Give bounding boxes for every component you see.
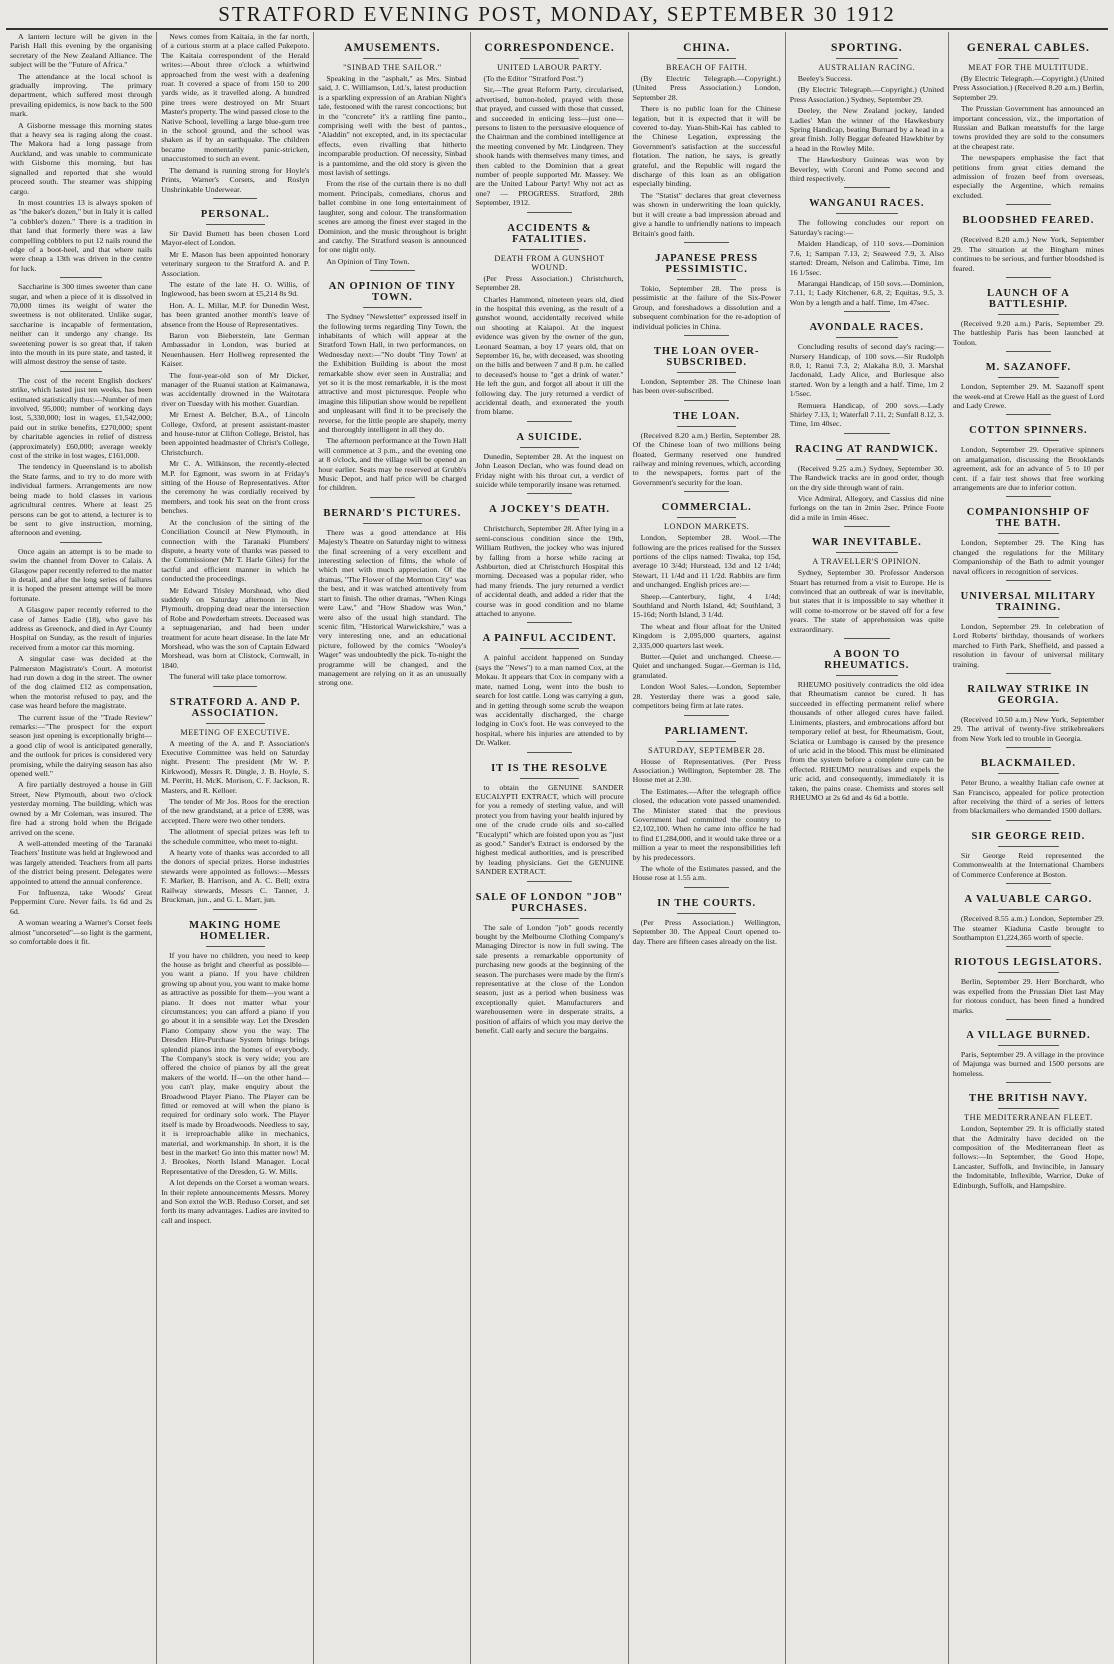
- article-headline: THE LOAN OVER-SUBSCRIBED.: [653, 345, 760, 368]
- article-paragraph: A woman wearing a Warner's Corset feels almost "uncorseted"—so light is the garment, so comfortable does it fit.: [10, 918, 153, 946]
- article-paragraph: (By Electric Telegraph.—Copyright.) (United Press Association.) (Received 8.20 a.m.) Berlin, September 29.: [952, 74, 1104, 102]
- article-paragraph: In most countries 13 is always spoken of as "the baker's dozen," but in Italy it is called "a cobbler's dozen." There is a tradition in that land that formerly there was a law compelling cobblers to put 12 nails round the edge of a boot-heel, and that where nails were cheap a 13th was driven in the centre for luck.: [10, 197, 153, 273]
- section-divider: [684, 491, 728, 492]
- article-paragraph: (Received 9.25 a.m.) Sydney, September 30. The Randwick tracks are in good order, though on the dry side through want of rain.: [789, 463, 944, 492]
- article-paragraph: From the rise of the curtain there is no dull moment. Principals, comedians, chorus and ballet combine in one long entertainment of laughter, song and colour. The transformation scenes are among the finest ever staged in the Dominion, and the music throughout is bright and catchy. The Stratford season is announced for one night only.: [318, 179, 467, 255]
- article-paragraph: News comes from Kaitaia, in the far north, of a curious storm at a place called Pukepoto. The Kaitaia correspondent of the Herald writes:—About three o'clock a whirlwind approached from the west with a deafening roar. It covered a space of from 150 to 200 yards wide, as it travelled along. A hundred pine trees were destroyed on Mr Stuart Master's property. The wind passed close to the Native School, levelling a large blue-gum tree in the school ground, and the school was shaken as if by an earthquake. The children became momentarily panic-stricken, unaccustomed to such an event.: [161, 32, 310, 164]
- article-paragraph: The sale of London "job" goods recently bought by the Melbourne Clothing Company's Managing Director is now in full swing. The sale presents a remarkable opportunity of purchasing new goods at the beginning of the season. The purchases were made by the firm's representative at the close of the London season, just as a period when business was exceptionally quiet. Manufacturers and warehousemen were in desperate straits, a position of affairs of which you may derive the benefit. Call early and secure the bargains.: [475, 922, 624, 1036]
- article-headline: M. SAZANOFF.: [985, 362, 1072, 374]
- article-paragraph: The cost of the recent English dockers' strike, which lasted just ten weeks, has been estimated statistically thus:—Number of men involved, 95,000; number of working days lost, 5,330,000; lost in wages, £1,542,000; paid out in strike benefits, £270,000; spent by charitable agencies in relief of distress (approximately) £60,000; average weekly cost of the strike in lost wages, £161,000.: [10, 375, 153, 461]
- article-paragraph: Mr Edward Trisley Morshead, who died suddenly on Saturday afternoon in New Plymouth, dropping dead near the intersection of Robe and Powderham streets. Deceased was a septuagenarian, and had been under treatment for acute heart disease. In the late Mr Morshead, who was the son of Captain Edward Morshead, was born at Clistock, Cornwall, in 1840.: [161, 585, 310, 670]
- headline-rule: [836, 213, 898, 214]
- article-headline: THE BRITISH NAVY.: [969, 1093, 1088, 1105]
- article-headline: COMMERCIAL.: [661, 502, 752, 514]
- headline-rule: [998, 710, 1058, 711]
- section-divider: [527, 493, 571, 494]
- article-paragraph: A hearty vote of thanks was accorded to all the donors of special prizes. Horse industries stewards were appointed as follows:—Messrs F. Marker, B. Harrison, and A. C. Bell; extra Railway stewards, Messrs C. Tanner, J. Bruckman, jun., and G. L. Marr, jun.: [161, 848, 310, 905]
- section-divider: [844, 433, 890, 434]
- section-divider: [527, 212, 571, 213]
- headline-rule: [206, 224, 265, 225]
- article-headline: RAILWAY STRIKE IN GEORGIA.: [967, 684, 1090, 707]
- article-paragraph: A meeting of the A. and P. Association's Executive Committee was held on Saturday night. Present: The president (Mr W. P. Kirkwood), Messrs R. Dingle, J. B. Hoyle, S. M. Perritt, H. McK. Morison, C. F. Jackson, R. Masters, and R. Kelloer.: [161, 738, 310, 795]
- article-paragraph: (By Electric Telegraph.—Copyright.) (United Press Association.) Sydney, September 29.: [789, 85, 944, 104]
- article-paragraph: Paris, September 29. A village in the province of Majunga was burned and 1500 persons are homeless.: [952, 1049, 1104, 1078]
- article-paragraph: The tendency in Queensland is to abolish the State farms, and to try to do more with individual farmers. Arrangements are now being made to hold classes in various agricultural centres. Where at least 25 persons can be got to attend, a lecturer is to be sent to give instruction, morning, afternoon and evening.: [10, 462, 153, 538]
- article-paragraph: Mr Ernest A. Belcher, B.A., of Lincoln College, Oxford, at present assistant-master and house-tutor at Clifton College, Bristol, has been appointed headmaster of Christ's College, Christchurch.: [161, 410, 310, 457]
- article-headline: AVONDALE RACES.: [809, 322, 924, 334]
- column-5: [629, 32, 786, 1664]
- article-paragraph: Vice Admiral, Allegory, and Cassius did nine furlongs on the tan in 2min 2sec. Prince Foote did a mile in 1min 46sec.: [789, 494, 944, 522]
- article-paragraph: Remuera Handicap, of 200 sovs.—Lady Shirley 7.13, 1; Waterfall 7.11, 2; Sunfall 8.12, 3. Time, 1m 40sec.: [789, 400, 944, 429]
- section-divider: [60, 371, 103, 372]
- article-paragraph: At the conclusion of the sitting of the Conciliation Council at New Plymouth, in connection with the Taranaki Plumbers' dispute, a hearty vote of thanks was passed to the Commissioner (Mr T. Harle Giles) for the tactful and efficient manner in which he conducted the proceedings.: [161, 517, 310, 584]
- section-divider: [684, 715, 728, 716]
- article-paragraph: Baron von Bieberstein, late German Ambassador in London, was buried at Neuenhausen. Herr Hollweg represented the Kaiser.: [161, 330, 310, 369]
- masthead: [6, 0, 1108, 30]
- article-paragraph: RHEUMO positively contradicts the old idea that Rheumatism cannot be cured. It has succeeded in effecting permanent relief where thousands of other alleged cures have failed. Liniments, plasters, and embrocations afford but temporary relief at best, for Rheumatism, Gout, Sciatica or Lumbago is caused by the presence of uric acid in the blood. This must be eliminated from the system before a complete cure can be effected. RHEUMO neutralises and expels the uric acid, and consequently, immediately it is taken, the pains cease. Chemists and stores sell RHEUMO at 2s 6d and 4s 6d a bottle.: [789, 680, 944, 802]
- article-paragraph: (Received 8.55 a.m.) London, September 29. The steamer Kiaduna Castle brought to Southampton £1,224,365 worth of specie.: [952, 914, 1104, 942]
- article-paragraph: Once again an attempt is to be made to swim the channel from Dover to Calais. A Glasgow paper recently referred to the matter in detail, and after the long series of failures it is hoped the present attempt will be more fortunate.: [10, 546, 153, 603]
- headline-rule: [677, 517, 736, 518]
- article-paragraph: A fire partially destroyed a house in Gill Street, New Plymouth, about two o'clock yesterday morning. The building, which was owned by a Mr Coleman, was insured. The fire had a strong hold when the Brigade arrived on the scene.: [10, 780, 153, 837]
- article-paragraph: Beeley's Success.: [797, 74, 853, 83]
- headline-rule: [363, 307, 422, 308]
- headline-rule: [363, 523, 422, 524]
- article-headline: BLACKMAILED.: [980, 758, 1076, 770]
- section-divider: [1006, 277, 1051, 278]
- article-headline: BERNARD'S PICTURES.: [323, 507, 462, 519]
- section-divider: [844, 638, 890, 639]
- column-7: [949, 32, 1108, 1664]
- section-divider: [684, 242, 728, 243]
- article-paragraph: (Received 8.20 a.m.) Berlin, September 28. Of the Chinese loan of two millions being floated, Germany reserved one hundred railway and mining revenues, which, according to the newspapers, forms part of the Government's security for the loan.: [632, 430, 781, 487]
- article-paragraph: Sir David Burnett has been chosen Lord Mayor-elect of London.: [161, 228, 310, 248]
- section-divider: [1006, 946, 1051, 947]
- article-subheading: MEETING OF EXECUTIVE.: [180, 727, 291, 737]
- article-paragraph: Sheep.—Canterbury, light, 4 1/4d; Southland and North Island, 4d; Southland, 3 15-16d; North Island, 3 1/4d.: [632, 591, 781, 620]
- article-subheading: SATURDAY, SEPTEMBER 28.: [648, 745, 766, 755]
- article-paragraph: Speaking in the "asphalt," as Mrs. Sinbad said, J. C. Williamson, Ltd.'s, latest production is a sparkling expression of an Arabian Night's tale, festooned with the rarest concoctions; but in the "concrete" it's a rattling fine panto., comprising well with the best of pantos., "Aladdin" not excepted, and, in its spectacular effects, even rivalling that hitherto incomparable production. Of necessity, Sinbad is a pantomime, and the old story is given the most lavish of settings.: [318, 74, 467, 178]
- article-subheading: MEAT FOR THE MULTITUDE.: [968, 63, 1089, 72]
- section-divider: [684, 400, 728, 401]
- article-subheading: AUSTRALIAN RACING.: [818, 63, 916, 72]
- section-divider: [1006, 1082, 1051, 1083]
- article-paragraph: The Prussian Government has announced an important concession, viz., the importation of Russian and Balkan meatstuffs for the large towns provided they are sold to the consumers at the cheapest rate.: [952, 104, 1104, 151]
- headline-rule: [998, 440, 1058, 441]
- article-headline: CHINA.: [683, 42, 731, 54]
- article-paragraph: The estate of the late H. O. Willis, of Inglewood, has been sworn at £5,214 8s 9d.: [161, 279, 310, 299]
- article-paragraph: The demand is running strong for Hoyle's Prints, Warner's Corsets, and Roslyn Unshrinkable Underwear.: [161, 165, 310, 194]
- headline-rule: [998, 773, 1058, 774]
- article-headline: WANGANUI RACES.: [809, 198, 925, 210]
- headline-rule: [520, 778, 579, 779]
- article-subheading: THE MEDITERRANEAN FLEET.: [964, 1113, 1093, 1123]
- column-2: [157, 32, 314, 1664]
- article-paragraph: Deeley, the New Zealand jockey, landed Ladies' Man the winner of the Hawkesbury Spring Handicap, beating Burnard by a head in a great finish. Jolly Beggar defeated Hawkbiter by a head in the Rowley Mile.: [789, 106, 944, 153]
- article-paragraph: Hon. A. L. Millar, M.P. for Dunedin West, has been granted another month's leave of absence from the House of Representatives.: [161, 300, 310, 329]
- headline-rule: [998, 617, 1058, 618]
- headline-rule: [998, 230, 1058, 231]
- section-divider: [1006, 496, 1051, 497]
- article-paragraph: London, September 29. In celebration of Lord Roberts' birthday, thousands of workers marched to Firth Park, Sheffield, and passed a resolution in favour of universal military training.: [952, 622, 1104, 669]
- article-paragraph: A Gisborne message this morning states that a heavy sea is raging along the coast. The Makora had a long passage from Auckland, and was unable to communicate with Gisborne this morning, but has signalled and reported that she would proceed south. The steamer was shipping cargo.: [10, 120, 153, 196]
- column-6: [786, 32, 949, 1664]
- article-paragraph: London, September 29. M. Sazanoff spent the week-end at Crewe Hall as the guest of Lord and Lady Crewe.: [952, 382, 1104, 410]
- headline-rule: [520, 648, 579, 649]
- headline-rule: [998, 846, 1058, 847]
- article-paragraph: A painful accident happened on Sunday (says the "News") to a man named Cox, at the Mokau. It appears that Cox in company with a mate, named Long, went into the bush to search for lost cattle. Long was carrying a gun, and in getting through some scrub the weapon was accidentally discharged, the charge lodging in Cox's foot. He was conveyed to the hospital, where his injuries are attended to by Dr. Walker.: [475, 653, 624, 748]
- section-divider: [1006, 673, 1051, 674]
- article-headline: JAPANESE PRESS PESSIMISTIC.: [655, 252, 759, 275]
- section-divider: [1006, 820, 1051, 821]
- article-headline: WAR INEVITABLE.: [811, 537, 922, 549]
- column-1: [6, 32, 157, 1664]
- article-subheading: A TRAVELLER'S OPINION.: [812, 557, 922, 567]
- article-paragraph: For Influenza, take Woods' Great Peppermint Cure. Never fails. 1s 6d and 2s 6d.: [10, 887, 153, 916]
- headline-rule: [998, 58, 1058, 59]
- masthead-title: STRATFORD EVENING POST, MONDAY, SEPTEMBER 30 1912: [218, 1, 896, 26]
- headline-rule: [836, 58, 898, 59]
- article-paragraph: The funeral will take place tomorrow.: [169, 672, 287, 682]
- section-divider: [527, 421, 571, 422]
- article-paragraph: Mr C. A. Wilkinson, the recently-elected M.P. for Egmont, was sworn in at Friday's sitting of the House of Representatives. After the ceremony he was cordially received by members, and took his seat on the front cross benches.: [161, 459, 310, 516]
- headline-rule: [998, 1108, 1058, 1109]
- headline-rule: [998, 377, 1058, 378]
- section-divider: [1006, 747, 1051, 748]
- article-headline: THE LOAN.: [673, 410, 741, 422]
- article-headline: A PAINFUL ACCIDENT.: [482, 633, 617, 645]
- headline-rule: [520, 58, 579, 59]
- article-paragraph: House of Representatives. (Per Press Association.) Wellington, September 28. The House met at 2.30.: [632, 756, 781, 785]
- article-paragraph: The following concludes our report on Saturday's racing:—: [789, 218, 944, 237]
- article-paragraph: Sir George Reid represented the Commonwealth at the International Chambers of Commerce Conference at Boston.: [952, 850, 1104, 879]
- article-paragraph: London Wool Sales.—London, September 28. Yesterday there was a good sale, competitors being firm at late rates.: [632, 682, 781, 711]
- headline-rule: [998, 972, 1058, 973]
- article-paragraph: There was a good attendance at His Majesty's Theatre on Saturday night to witness the final screening of a very excellent and interesting selection of films, the whole of which met with much appreciation. Of the dramas, "The Flower of the Mormon City" was the best, and it was watched attentively from start to finish. The other dramas, "When Kings were Law," and "How Shadow was Won," were also of the usual high standard. The scenic film, "Historical Warwickshire," was a very interesting one, and an educational picture, followed by the comics "Wooley's Wager" was undoubtedly the pick. To-night the programme will be changed, and the management are relying on it as an unusually strong one.: [318, 527, 467, 688]
- article-paragraph: Mr E. Mason has been appointed honorary veterinary surgeon to the Stratford A. and P. Association.: [161, 249, 310, 278]
- section-divider: [213, 198, 257, 199]
- headline-rule: [677, 372, 736, 373]
- article-headline: MAKING HOME HOMELIER.: [189, 919, 282, 942]
- section-divider: [527, 622, 571, 623]
- headline-rule: [998, 909, 1058, 910]
- article-paragraph: Charles Hammond, nineteen years old, died in the hospital this evening, as the result of a gunshot wound, accidentally received while out shooting at Kaiapoi. At the inquest evidence was given by the owner of the gun, Leonard Seaman, a boy 17 years old, that on September 16, he, with deceased, was shooting on the hills and between 7 and 8 p.m. he called to deceased's house to "get a drink of water." He left the gun, and forgot all about it till the following day. The jury returned a verdict of accidental death, and exonerated the youth from blame.: [475, 294, 624, 417]
- section-divider: [60, 542, 103, 543]
- article-paragraph: Berlin, September 29. Herr Borchardt, who was expelled from the Prussian Diet last May for riotous conduct, has been fined a hundred marks.: [952, 977, 1104, 1015]
- article-paragraph: The attendance at the local school is gradually improving. The primary department, which suffered most through prevailing epidemics, is now back to the 500 mark.: [10, 71, 153, 119]
- article-paragraph: London, September 29. It is officially stated that the Admiralty have decided on the composition of the Mediterranean fleet as follows:—In September, the Good Hope, Lancaster, Suffolk, and Invincible, in January the Indomitable, Inflexible, Warrior, Duke of Edinburgh, Suffolk, and Hampshire.: [952, 1124, 1104, 1190]
- article-headline: IT IS THE RESOLVE: [491, 762, 608, 774]
- article-headline: PERSONAL.: [200, 208, 270, 220]
- column-3: [314, 32, 471, 1664]
- article-headline: SPORTING.: [831, 42, 903, 54]
- article-paragraph: Marangai Handicap, of 150 sovs.—Dominion, 7.11, 1; Lady Kitchener, 6.8, 2; Equitas, 9.5, 3. Won by a length and a half. Time, 1m 47sec.: [789, 278, 944, 307]
- headline-rule: [206, 723, 265, 724]
- headline-rule: [998, 314, 1058, 315]
- article-headline: SALE OF LONDON "JOB" PURCHASES.: [475, 891, 624, 914]
- section-divider: [213, 909, 257, 910]
- article-paragraph: Maiden Handicap, of 110 sovs.—Dominion 7.6, 1; Sampan 7.13, 2; Seaweed 7.9, 3. Also started: Dream, Nelson and Calimba. Time, 1m 16 1/5sec.: [789, 239, 944, 277]
- headline-rule: [677, 279, 736, 280]
- section-divider: [527, 752, 571, 753]
- article-subheading: LONDON MARKETS.: [664, 522, 750, 532]
- section-divider: [213, 686, 257, 687]
- article-paragraph: The afternoon performance at the Town Hall will commence at 3 p.m., and the evening one at 8 o'clock, and the village will be opened an hour earlier. Seats may be reserved at Grubb's Music Depot, and half price will be charged for children.: [318, 436, 467, 493]
- article-paragraph: Tokio, September 28. The press is pessimistic at the failure of the Six-Power Group, and foreshadows a dissolution and a subsequent combination for the re-adoption of individual policies in China.: [632, 283, 781, 331]
- article-subheading: DEATH FROM A GUNSHOT WOUND.: [494, 253, 605, 272]
- article-headline: UNIVERSAL MILITARY TRAINING.: [960, 591, 1097, 613]
- article-headline: A VALUABLE CARGO.: [964, 894, 1093, 906]
- headline-rule: [836, 675, 898, 676]
- section-divider: [684, 335, 728, 336]
- section-divider: [527, 881, 571, 882]
- article-headline: STRATFORD A. AND P. ASSOCIATION.: [169, 696, 301, 719]
- article-paragraph: A lot depends on the Corset a woman wears. In their replete announcements Messrs. Morey and Son extol the W.B. Reduso Corset, and set forth its many advantages. Ladies are invited to call and inspect.: [161, 1178, 310, 1225]
- article-paragraph: A Glasgow paper recently referred to the case of James Eadie (18), who gave his address as Greenock, and died in Ayr County Hospital on Sunday, as the result of injuries received from a motor car this morning.: [10, 605, 153, 652]
- headline-rule: [206, 946, 265, 947]
- section-divider: [844, 311, 890, 312]
- article-paragraph: The "Statist" declares that great cleverness was shown in underwriting the loan quickly, but it will create a bad impression abroad and give a handle to unfriendly nations to impeach Britain's good faith.: [632, 190, 781, 238]
- article-paragraph: (Received 8.20 a.m.) New York, September 29. The situation at the Bingham mines continues to be serious, and further bloodshed is feared.: [952, 235, 1104, 273]
- section-divider: [370, 497, 414, 498]
- article-headline: ACCIDENTS & FATALITIES.: [507, 222, 592, 245]
- article-headline: SIR GEORGE REID.: [971, 830, 1086, 842]
- headline-rule: [677, 741, 736, 742]
- article-headline: A SUICIDE.: [516, 431, 583, 443]
- headline-rule: [520, 249, 579, 250]
- section-divider: [844, 187, 890, 188]
- article-headline: A VILLAGE BURNED.: [966, 1029, 1091, 1041]
- article-paragraph: The four-year-old son of Mr Dicker, manager of the Ruanui station at Kaimanawa, was accidentally drowned in the Waitotara river on Tuesday with his mother. Guardian.: [161, 370, 310, 408]
- section-divider: [1006, 883, 1051, 884]
- section-divider: [1006, 414, 1051, 415]
- article-paragraph: London, September 28. The Chinese loan has been over-subscribed.: [632, 376, 781, 396]
- article-paragraph: The Hawkesbury Guineas was won by Beverley, with Coroni and Pomo second and third respectively.: [789, 155, 944, 184]
- article-paragraph: (By Electric Telegraph.—Copyright.) (United Press Association.) London, September 28.: [632, 74, 781, 102]
- article-headline: BLOODSHED FEARED.: [962, 215, 1095, 227]
- headline-rule: [836, 459, 898, 460]
- article-headline: CORRESPONDENCE.: [484, 42, 615, 54]
- article-paragraph: London, September 29. The King has changed the regulations for the Military Companionship of the Bath to admit younger naval officers in recognition of services.: [952, 538, 1104, 576]
- article-paragraph: (Per Press Association.) Christchurch, September 28.: [475, 273, 624, 293]
- article-headline: GENERAL CABLES.: [966, 42, 1090, 54]
- article-paragraph: A singular case was decided at the Palmerston Magistrate's Court. A motorist had run down a dog in the street. The owner of the dog claimed £12 as compensation, when the motorist refused to pay, and the case was heard before the magistrate.: [10, 654, 153, 711]
- headline-rule: [520, 519, 579, 520]
- section-divider: [844, 526, 890, 527]
- article-headline: LAUNCH OF A BATTLESHIP.: [986, 287, 1070, 310]
- headline-rule: [998, 533, 1058, 534]
- section-divider: [1006, 580, 1051, 581]
- article-headline: AMUSEMENTS.: [344, 42, 441, 54]
- headline-rule: [836, 552, 898, 553]
- article-paragraph: An Opinion of Tiny Town.: [326, 256, 410, 266]
- columns: [6, 30, 1108, 1664]
- article-headline: AN OPINION OF TINY TOWN.: [328, 281, 457, 304]
- headline-rule: [677, 913, 736, 914]
- article-subheading: BREACH OF FAITH.: [666, 63, 748, 72]
- article-headline: RIOTOUS LEGISLATORS.: [954, 957, 1103, 969]
- article-paragraph: A lantern lecture will be given in the Parish Hall this evening by the organising secretary of the New Zealand Alliance. The subject will be the "Future of Africa.": [10, 32, 153, 70]
- article-paragraph: Concluding results of second day's racing:—Nursery Handicap, of 100 sovs.—Sir Rudolph 8.0, 1; Ranui 7.3, 2; Alakaha 8.0, 3. Marshal Jacdonald, Lady Alice, and Burlesque also started. Won by a length and a half. Time, 1m 2 1/5sec.: [789, 342, 944, 399]
- article-paragraph: (Received 10.50 a.m.) New York, September 29. The arrival of twenty-five strikebreakers from New York led to trouble in Georgia.: [952, 715, 1104, 743]
- article-paragraph: (Received 9.20 a.m.) Paris, September 29. The battleship Paris has been launched at Toulon.: [952, 318, 1104, 347]
- article-paragraph: The tender of Mr Jos. Roos for the erection of the new grandstand, at a price of £398, was accepted. There were two other tenders.: [161, 797, 310, 825]
- article-paragraph: Butter.—Quiet and unchanged. Cheese.—Quiet and unchanged. Sugar.—German is 11d, granulated.: [632, 652, 781, 680]
- headline-rule: [998, 1045, 1058, 1046]
- article-headline: A BOON TO RHEUMATICS.: [824, 649, 910, 672]
- article-headline: RACING AT RANDWICK.: [795, 443, 939, 455]
- section-divider: [370, 270, 414, 271]
- article-paragraph: The newspapers emphasise the fact that petitions from great cities demand the admission of frozen beef from overseas, especially the Argentine, which remains excluded.: [952, 153, 1104, 200]
- article-paragraph: The whole of the Estimates passed, and the House rose at 1.55 a.m.: [632, 863, 781, 883]
- article-subheading: UNITED LABOUR PARTY.: [497, 63, 602, 72]
- article-paragraph: Sir,—The great Reform Party, circularised, advertised, button-holed, prayed with those that prayed, and cussed with those that cussed, and succeeded in enticing less—just one—persons to listen to the persuasive eloquence of the Chairman and the combined intelligence at the meeting convened by Mr. Lindgreen. They shook hands with themselves many times, and then cabled to the Dominion that a great number of people supported Mr. Massey. We are the United Labour Party! Why not act as one? — PROGRESS. Stratford, 28th September, 1912.: [475, 85, 624, 208]
- article-headline: A JOCKEY'S DEATH.: [489, 504, 611, 516]
- headline-rule: [677, 426, 736, 427]
- section-divider: [60, 277, 103, 278]
- article-paragraph: There is no public loan for the Chinese legation, but it is expected that it will be covered to-day. Yuan-Shih-Kai has cabled to the Chinese Legation, expressing the Government's satisfaction at the successful flotation. The nation, he says, is greatly grateful, and the Republic will regard the discharge of this loan as an obligation especially binding.: [632, 104, 781, 189]
- article-paragraph: The Sydney "Newsletter" expressed itself in the following terms regarding Tiny Town, the inhabitants of which will appear at the Stratford Town Hall, in two performances, on Wednesday next:—"No doubt 'Tiny Town' at the Exhibition Building is about the most remarkable show ever seen in Australia; and yet so it is the most remarkable, it is the most attractive and most picturesque. People who imagine this liliputian show would be repellent and unpleasant will find it to be precisely the reverse, for the little people are shapely, merry and thoroughly intelligent in all they do.: [318, 312, 467, 434]
- headline-rule: [363, 58, 422, 59]
- article-paragraph: The current issue of the "Trade Review" remarks:—"The prospect for the export season just opening is exceptionally bright—a good clip of wool is anticipated generally, and the outlook for prices is considered very promising, while the dairying season has also opened well.": [10, 712, 153, 779]
- column-4: [471, 32, 628, 1664]
- article-paragraph: (Per Press Association.) Wellington, September 30. The Appeal Court opened to-day. There are fifteen cases already on the list.: [632, 917, 781, 946]
- section-divider: [684, 887, 728, 888]
- headline-rule: [520, 918, 579, 919]
- article-paragraph: Saccharine is 300 times sweeter than cane sugar, and when a piece of it is dissolved in 70,000 times its weight of water the sweetness is not obliterated. Unlike sugar, saccharine is incapable of fermentation, neither can it undergo any change. Its sweetening power is so great that, if taken into the mouth in its pure state, and tasted, it will almost destroy the sense of taste.: [10, 282, 153, 367]
- section-divider: [1006, 1019, 1051, 1020]
- article-paragraph: Dunedin, September 28. At the inquest on John Leason Declan, who was found dead on Friday night with his throat cut, a verdict of suicide while temporarily insane was returned.: [475, 451, 624, 489]
- headline-rule: [836, 337, 898, 338]
- article-paragraph: If you have no children, you need to keep the house as bright and cheerful as possible—you want a piano. If you have children growing up about you, you want to make home as attractive as possible for them—you want a piano. It does not matter what your circumstances; you can afford a piano if you go about it in a sensible way. Let the Dresden Piano Company show you the way. The Dresden Hire-Purchase System brings brings splendid pianos into the homes of everybody. The Company's stock is very wide; you are offered the choice of pianos by all the great makers of the world. If—on the other hand—you can't play, make enquiry about the Broadwood Player Piano. The Player can be fitted or removed at will when the piano is required for ordinary solo work. The Player itself is made by Broadwoods. Needless to say, it is irreproachable alike in mechanics, material, and workmanship. In short, it is the best in the market! Go into this matter now! M. J. Brookes, North Island Manager. Local Representative of the Dresden, G. W. Mills.: [161, 950, 310, 1176]
- article-paragraph: Sydney, September 30. Professor Anderson Stuart has returned from a visit to Europe. He is convinced that an outbreak of war is inevitable, but states that it is impossible to say whether it will come to-morrow or be staved off for a few years. The state of apprehension was quite extraordinary.: [789, 568, 944, 634]
- article-subheading: "SINBAD THE SAILOR.": [343, 63, 442, 72]
- article-headline: PARLIAMENT.: [664, 725, 749, 737]
- section-divider: [1006, 204, 1051, 205]
- article-headline: COTTON SPINNERS.: [969, 425, 1088, 437]
- article-paragraph: A well-attended meeting of the Taranaki Teachers' Institute was held at Inglewood and was largely attended. Teachers from all parts of the district being present. Delegates were appointed to attend the annual conference.: [10, 838, 153, 886]
- headline-rule: [520, 447, 579, 448]
- article-paragraph: to obtain the GENUINE SANDER EUCALYPTI EXTRACT, which will procure for you a remedy of sterling value, and will protect you from having your health injured by one of the crude crude oils and so-called "Eucalypti" which are foisted upon you as "just as good." Sander's Extract is endorsed by the highest medical authorities, and is prescribed by leading physicians. Get the GENUINE SANDER EXTRACT.: [475, 782, 624, 877]
- headline-rule: [677, 58, 736, 59]
- article-paragraph: The allotment of special prizes was left to the schedule committee, who meet to-night.: [161, 827, 310, 846]
- article-paragraph: The Estimates.—After the telegraph office closed, the education vote passed unamended. The Minister stated that the previous Government had committed the country to £2,102,100. When he came into office he had to find £1,284,000, and it would take three or a million a year to meet the responsibilities left by his predecessors.: [632, 786, 781, 862]
- article-paragraph: (To the Editor "Stratford Post."): [483, 74, 584, 83]
- section-divider: [1006, 351, 1051, 352]
- article-paragraph: London, September 29. Operative spinners on amalgamation, discussing the Brooklands agreement, ask for an advance of 5 to 10 per cent. if a fair test shows that free working arrangements are due to inferior cotton.: [952, 445, 1104, 492]
- article-paragraph: The wheat and flour afloat for the United Kingdom is 2,095,000 quarters, against 2,335,000 quarters last week.: [632, 621, 781, 650]
- article-paragraph: London, September 28. Wool.—The following are the prices realised for the Sussex portions of the clips named: Tiwaka, top 15d, average 10 3/4d; Hurstead, 13d and 12 1/4d; Stewart, 11 1/4d and 11 1/2d. Rabbits are firm and unchanged. English prices are:—: [632, 533, 781, 590]
- article-headline: IN THE COURTS.: [657, 897, 757, 909]
- article-paragraph: Peter Bruno, a wealthy Italian cafe owner at San Francisco, appealed for police protection after receiving the third of a series of letters from blackmailers who demanded 1500 dollars.: [952, 778, 1104, 816]
- article-headline: COMPANIONSHIP OF THE BATH.: [966, 507, 1091, 530]
- article-paragraph: Christchurch, September 28. After lying in a semi-conscious condition since the 19th, William Ruthven, the jockey who was injured by falling from a horse while racing at Ashburton, died at Christchurch Hospital this morning. Deceased was a popular rider, who had many friends. The jury returned a verdict of accidental death, and added a rider that the course was in good condition and no blame attached to anyone.: [475, 524, 624, 619]
